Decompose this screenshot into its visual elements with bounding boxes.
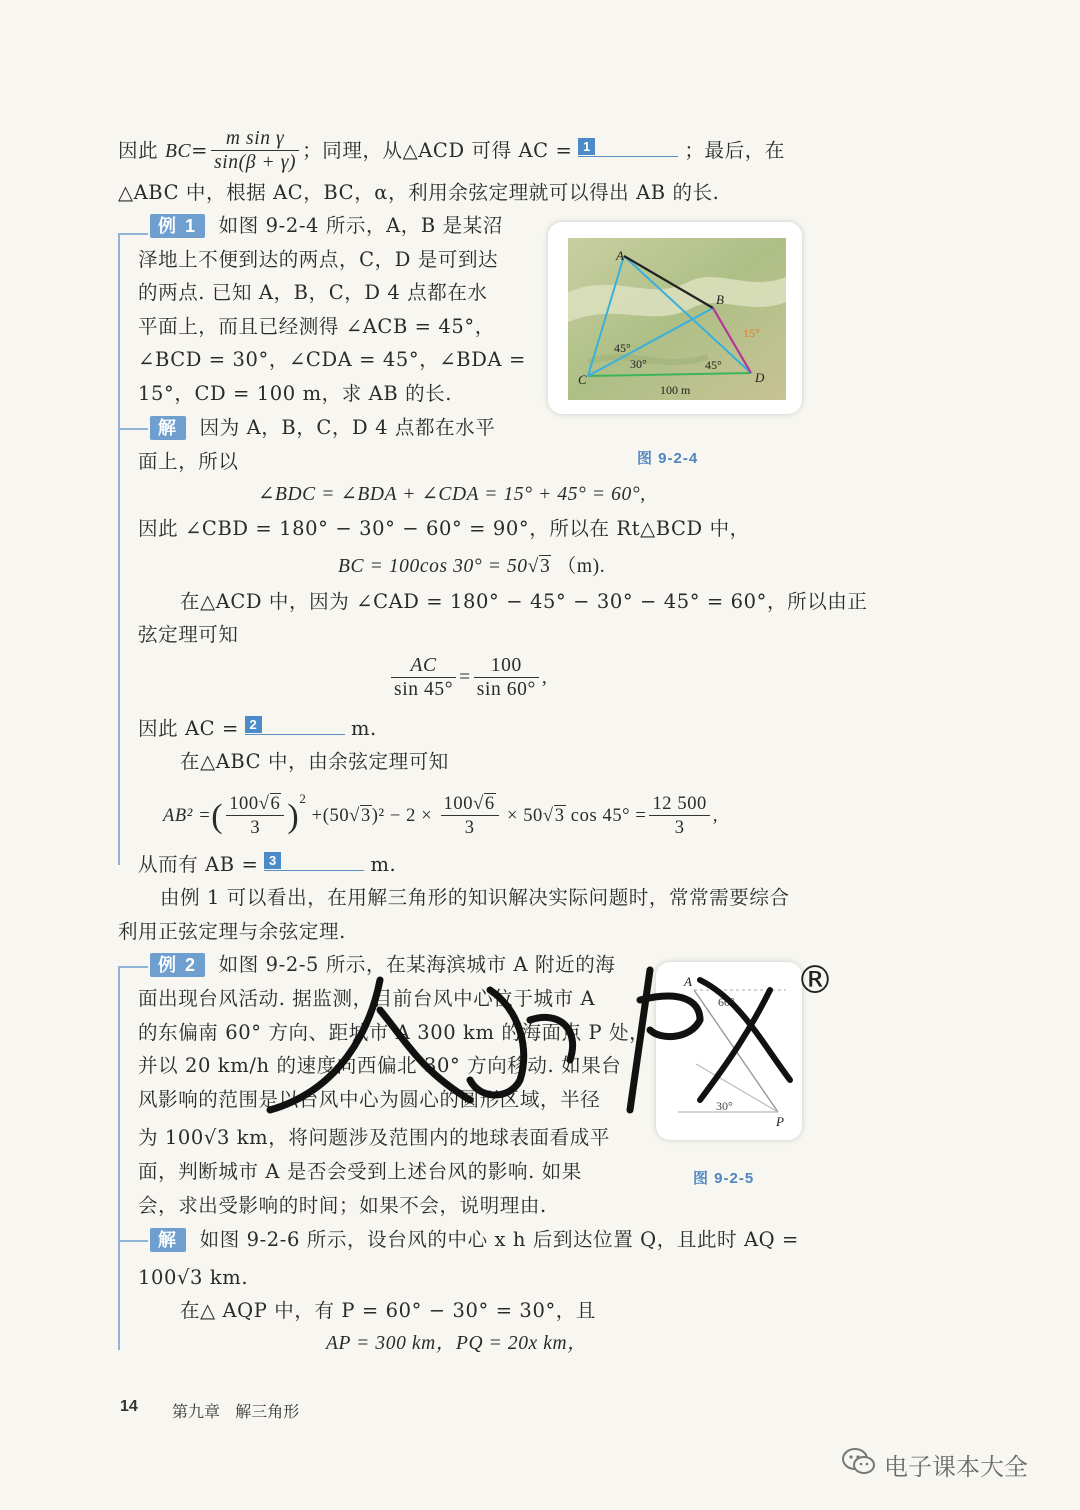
ab-frac-1-den: 3 <box>250 818 261 839</box>
example2-line-5: 风影响的范围是以台风中心为圆心的圆形区域，半径 <box>138 1088 601 1111</box>
sqrt-6: 6 <box>484 794 495 815</box>
ab-frac-1: $\frac{100√6}{3}$ <box>226 793 284 840</box>
bc-eq-text: BC = 100cos 30° = 50 <box>338 556 528 577</box>
example1-solution-line-1 <box>150 414 495 442</box>
example2-line-2: 面出现台风活动. 据监测，目前台风中心位于城市 A <box>138 987 596 1010</box>
label-p: P <box>776 1114 784 1129</box>
label-a: A <box>616 248 624 263</box>
example2-solution-line-4: AP = 300 km，PQ = 20x km， <box>326 1333 588 1354</box>
example2-bracket <box>118 966 120 1350</box>
figure-9-2-5-caption: 图 9-2-5 <box>693 1170 755 1187</box>
example2-solution-line-2: 100√3 km. <box>138 1266 249 1289</box>
bc-fraction <box>211 128 299 175</box>
example2-line-8: 会，求出受影响的时间；如果不会，说明理由. <box>138 1194 547 1217</box>
blank-3[interactable] <box>264 850 364 871</box>
solution-text: 因为 A，B，C，D 4 点都在水平 <box>199 416 496 439</box>
ab-frac-2: $\frac{100√6}{3}$ <box>441 793 499 840</box>
angle-bcd: 30° <box>630 357 647 371</box>
ab-frac-2-num: 100 <box>443 794 474 815</box>
wechat-account-name: 电子课本大全 <box>884 1453 1028 1481</box>
distance-cd: 100 m <box>660 383 691 397</box>
ab-result-num: 12 500 <box>649 793 709 816</box>
example1-line-1 <box>150 212 503 240</box>
ab-lhs: AB² = <box>163 806 212 826</box>
label-c: C <box>578 372 587 387</box>
example1-text: 如图 9-2-4 所示，A，B 是某沼 <box>218 214 503 237</box>
figure-9-2-4-diagram <box>548 222 802 414</box>
example1-line-sine: 弦定理可知 <box>138 623 239 646</box>
example1-line-ac <box>138 714 377 743</box>
equation-bdc: ∠BDC = ∠BDA + ∠CDA = 15° + 45° = 60°, <box>258 484 646 505</box>
page-number: 14 <box>120 1398 138 1415</box>
frac-ac-den: sin 45° <box>394 679 454 700</box>
fraction-100 <box>474 655 539 702</box>
example1-solution-line-2: 面上，所以 <box>138 450 239 473</box>
equation-sine-law <box>388 655 547 702</box>
sqrt-3: 3 <box>554 806 565 826</box>
equation-ab: AB² =( $\frac{100√6}{3}$ )$^2$ +(50√3)² − 2 × $\frac{100√6}{3}$ × 50√3 cos 45° = $\frac{12 500}{3}$ , <box>163 791 719 839</box>
example1-line-cbd: 因此 ∠CBD = 180° − 30° − 60° = 90°，所以在 Rt△BCD 中， <box>138 517 750 540</box>
equals: = <box>459 666 471 688</box>
intro-text-2: ；同理，从△ACD 可得 AC = <box>302 139 573 162</box>
square: 2 <box>299 791 307 806</box>
example1-bracket-solution <box>118 428 148 430</box>
ab-result <box>649 793 709 840</box>
ab-frac-2-den: 3 <box>464 818 475 839</box>
ab-minus: )² − 2 × <box>371 806 433 826</box>
solution-tag: 解 <box>150 1228 186 1252</box>
label-d: D <box>755 370 765 385</box>
angle-30: 30° <box>716 1099 733 1113</box>
solution-tag: 解 <box>150 416 186 440</box>
publisher-watermark-logo <box>230 950 850 1120</box>
wechat-icon <box>842 1447 876 1477</box>
example2-solution-line-3: 在△ AQP 中，有 P = 60° − 30° = 30°，且 <box>180 1299 596 1322</box>
blank-1-number: 1 <box>578 138 595 155</box>
example2-tag: 例 2 <box>150 953 205 977</box>
frac-100-den: sin 60° <box>476 679 536 700</box>
blank-2[interactable] <box>245 714 345 735</box>
ab-unit: m. <box>370 853 397 876</box>
intro-line-2: △ABC 中，根据 AC，BC，α，利用余弦定理就可以得出 AB 的长. <box>118 181 720 204</box>
ab-plus: +(50 <box>311 806 350 826</box>
angle-cda: 45° <box>705 358 722 372</box>
summary-line-2: 利用正弦定理与余弦定理. <box>118 920 346 943</box>
example2-line-7: 面，判断城市 A 是否会受到上述台风的影响. 如果 <box>138 1160 582 1183</box>
example2-text: 如图 9-2-5 所示，在某海滨城市 A 附近的海 <box>218 953 616 976</box>
sqrt-3: 3 <box>360 806 371 826</box>
bc-unit: （m). <box>556 556 606 577</box>
solution-text: 如图 9-2-6 所示，设台风的中心 x h 后到达位置 Q，且此时 AQ = <box>199 1228 799 1251</box>
figure-9-2-4-caption: 图 9-2-4 <box>637 450 699 467</box>
frac-100-num: 100 <box>474 655 539 678</box>
equation-bc: BC = 100cos 30° = 50√3 （m). <box>338 556 606 577</box>
angle-acb: 45° <box>614 341 631 355</box>
equals: = <box>191 139 209 162</box>
example1-tag: 例 1 <box>150 214 205 238</box>
example1-line-5: ∠BCD = 30°，∠CDA = 45°，∠BDA = <box>138 348 526 371</box>
frac-denominator: sin(β + γ) <box>214 152 297 173</box>
example1-bracket-top <box>118 233 148 235</box>
example1-line-6: 15°，CD = 100 m，求 AB 的长. <box>138 382 453 405</box>
example1-line-cosine: 在△ABC 中，由余弦定理可知 <box>180 750 449 773</box>
ac-text: 因此 AC = <box>138 717 239 740</box>
sqrt-3: 3 <box>539 556 551 577</box>
chapter-title: 第九章 解三角形 <box>172 1402 300 1421</box>
angle-bda: 15° <box>743 326 760 340</box>
blank-3-number: 3 <box>264 852 281 869</box>
example1-line-ab <box>138 850 396 879</box>
frac-numerator: m sin γ <box>211 128 299 151</box>
ab-text: 从而有 AB = <box>138 853 259 876</box>
example1-line-4: 平面上，而且已经测得 ∠ACB = 45°， <box>138 315 495 338</box>
example1-line-3: 的两点. 已知 A，B，C，D 4 点都在水 <box>138 281 488 304</box>
summary-line-1: 由例 1 可以看出，在用解三角形的知识解决实际问题时，常常需要综合 <box>160 886 790 909</box>
comma: , <box>541 666 548 688</box>
label-b: B <box>716 292 724 307</box>
example2-line-6: 为 100√3 km，将问题涉及范围内的地球表面看成平 <box>138 1126 610 1149</box>
label-a: A <box>684 974 692 989</box>
intro-line-1 <box>118 128 785 175</box>
example1-bracket <box>118 233 120 865</box>
example2-line-3: 的东偏南 60° 方向、距城市 A 300 km 的海面点 P 处， <box>138 1021 650 1044</box>
comma: , <box>712 806 719 826</box>
ab-frac-1-num: 100 <box>229 794 259 815</box>
example1-line-2: 泽地上不便到达的两点，C，D 是可到达 <box>138 248 499 271</box>
fraction-ac <box>391 655 456 702</box>
example2-bracket-solution <box>118 1240 148 1242</box>
ab-cos: cos 45° = <box>570 806 647 826</box>
intro-text-3: ；最后，在 <box>684 139 785 162</box>
intro-text: 因此 <box>118 139 165 162</box>
ab-result-den: 3 <box>674 818 685 839</box>
example2-bracket-top <box>118 966 148 968</box>
example2-line-4: 并以 20 km/h 的速度向西偏北 30° 方向移动. 如果台 <box>138 1054 622 1077</box>
angle-60: 60° <box>718 995 735 1009</box>
figure-9-2-4 <box>548 222 802 414</box>
bc-symbol: BC <box>165 141 192 162</box>
ac-unit: m. <box>350 717 377 740</box>
blank-2-number: 2 <box>245 716 262 733</box>
example1-line-acd: 在△ACD 中，因为 ∠CAD = 180° − 45° − 30° − 45° = 60°，所以由正 <box>180 590 868 613</box>
frac-ac-num: AC <box>391 655 456 678</box>
blank-1[interactable] <box>578 136 678 157</box>
example2-solution-line-1 <box>150 1226 799 1254</box>
sqrt-6: 6 <box>270 794 281 815</box>
ab-times: × 50 <box>506 806 543 826</box>
registered-mark: ® <box>796 958 834 1002</box>
